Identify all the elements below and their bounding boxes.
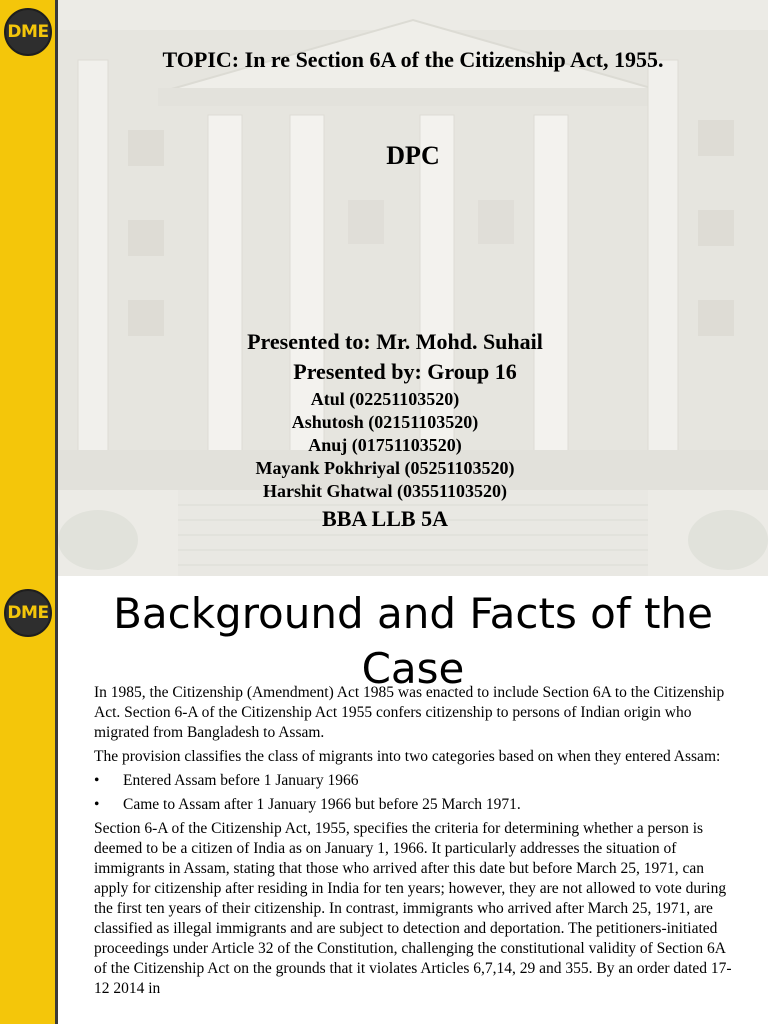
group-member: Mayank Pokhriyal (05251103520) <box>255 458 515 478</box>
logo-text: DME <box>7 22 49 42</box>
bullet-item: • Came to Assam after 1 January 1966 but before 25 March 1971. <box>94 795 738 815</box>
side-accent-bar <box>0 576 58 1024</box>
body-paragraph: The provision classifies the class of migrants into two categories based on when they entered Assam: <box>94 748 721 765</box>
background-slide <box>0 576 768 1024</box>
group-member: Ashutosh (02151103520) <box>291 412 479 432</box>
presented-to: Presented to: Mr. Mohd. Suhail <box>247 329 543 354</box>
topic-heading: TOPIC: In re Section 6A of the Citizenship Act, 1955. <box>162 47 664 72</box>
group-member: Atul (02251103520) <box>310 389 460 409</box>
dpc-heading: DPC <box>386 141 440 170</box>
body-paragraph: In 1985, the Citizenship (Amendment) Act 1985 was enacted to include Section 6A to the Citizenship Act. Section 6-A of the Citizenship Act 1955 confers citizenship to persons of Indian origin who migrated from Bangladesh to Assam. <box>94 684 725 741</box>
slide-title: Background and Facts of the Case <box>113 589 713 693</box>
body-paragraph: Section 6-A of the Citizenship Act, 1955, specifies the criteria for determining whether a person is deemed to be a citizen of India as on January 1, 1966. It particularly addresses the situation of immigrants in Assam, stating that those who arrived after this date but before March 25, 1971, can apply for citizenship after residing in India for ten years; however, they are not allowed to vote during the first ten years of their citizenship. In contrast, immigrants who arrived after March 25, 1971, are classified as illegal immigrants and are subject to detection and deportation. The petitioners-initiated proceedings under Article 32 of the Constitution, challenging the constitutional validity of Section 6A of the Citizenship Act on the grounds that it violates Articles 6,7,14, 29 and 355. By an order dated 17-12 2014 in <box>94 820 732 997</box>
bullet-list <box>94 771 738 815</box>
course-label: BBA LLB 5A <box>322 506 448 531</box>
group-member: Harshit Ghatwal (03551103520) <box>262 481 507 501</box>
presented-by: Presented by: Group 16 <box>293 359 517 384</box>
dme-logo <box>4 8 52 56</box>
slide-body <box>94 683 738 1003</box>
group-member: Anuj (01751103520) <box>308 435 462 455</box>
dme-logo <box>4 589 52 637</box>
bullet-item: • Entered Assam before 1 January 1966 <box>94 771 738 791</box>
logo-text: DME <box>7 603 49 623</box>
